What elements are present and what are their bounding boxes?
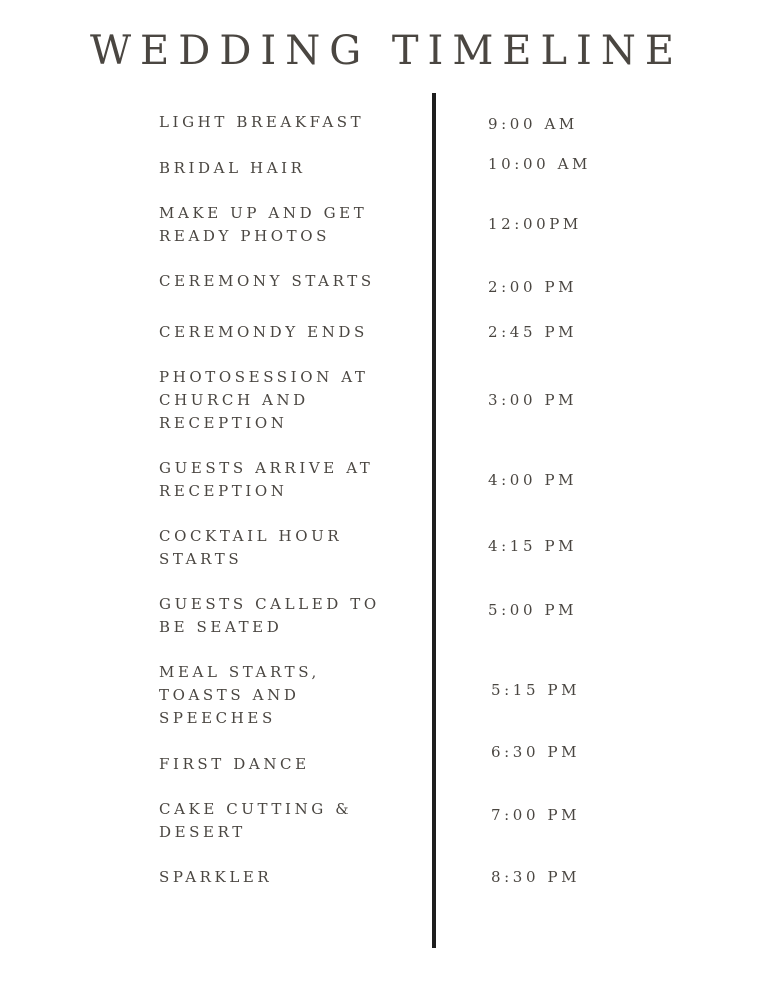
event-label: MAKE UP AND GET READY PHOTOS — [159, 204, 368, 245]
event-label: GUESTS CALLED TO BE SEATED — [159, 595, 380, 636]
event-time: 4:15 PM — [488, 537, 578, 555]
event-label: FIRST DANCE — [159, 755, 310, 773]
event-time: 4:00 PM — [488, 471, 578, 489]
event-label: BRIDAL HAIR — [159, 159, 306, 177]
event-time: 7:00 PM — [491, 806, 581, 824]
event-label: CEREMONDY ENDS — [159, 323, 368, 341]
event-time: 2:00 PM — [488, 278, 578, 296]
event-time: 9:00 AM — [488, 115, 578, 133]
event-time: 8:30 PM — [491, 868, 581, 886]
page-title: WEDDING TIMELINE — [89, 28, 684, 74]
event-label: MEAL STARTS, TOASTS AND SPEECHES — [159, 663, 320, 727]
event-time: 6:30 PM — [491, 743, 581, 761]
event-label: CAKE CUTTING & DESERT — [159, 800, 353, 841]
event-label: CEREMONY STARTS — [159, 272, 375, 290]
event-time: 2:45 PM — [488, 323, 578, 341]
event-label: GUESTS ARRIVE AT RECEPTION — [159, 459, 374, 500]
event-label: COCKTAIL HOUR STARTS — [159, 527, 343, 568]
event-time: 10:00 AM — [488, 155, 591, 173]
event-label: PHOTOSESSION AT CHURCH AND RECEPTION — [159, 368, 369, 432]
event-time: 5:00 PM — [488, 601, 578, 619]
event-time: 5:15 PM — [491, 681, 581, 699]
event-label: LIGHT BREAKFAST — [159, 113, 365, 131]
event-label: SPARKLER — [159, 868, 273, 886]
timeline-divider — [432, 93, 436, 948]
event-time: 3:00 PM — [488, 391, 578, 409]
event-time: 12:00PM — [488, 215, 582, 233]
